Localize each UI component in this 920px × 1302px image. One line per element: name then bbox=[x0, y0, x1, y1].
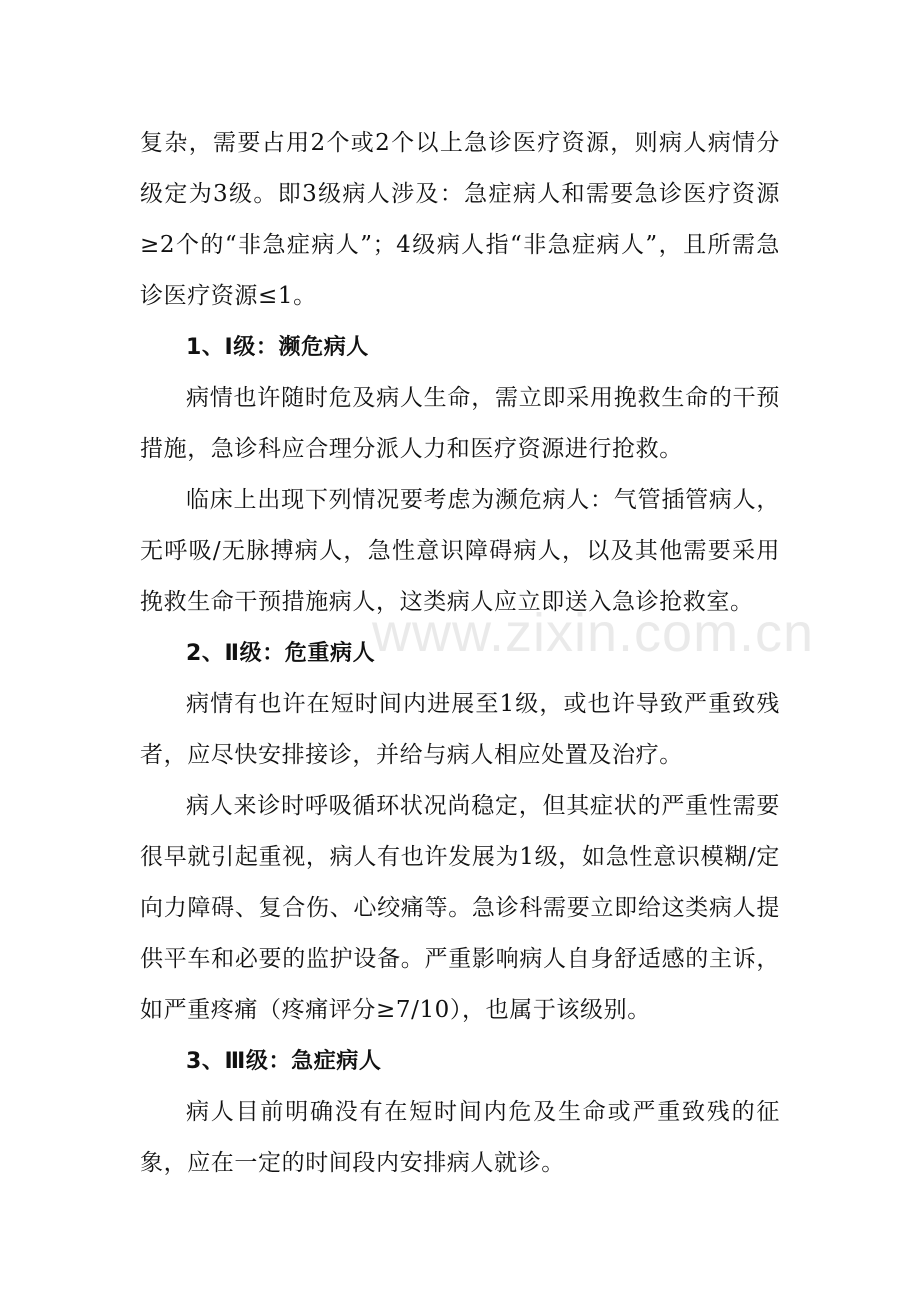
heading-level-2: 2、Ⅱ级：危重病人 bbox=[186, 641, 376, 666]
paragraph-level-2-criteria: 病人来诊时呼吸循环状况尚稳定，但其症状的严重性需要很早就引起重视，病人有也许发展为1级，如急性意识模糊/定向力障碍、复合伤、心绞痛等。急诊科需要立即给这类病人提供平车和必要的监护设备。严重影响病人自身舒适感的主诉，如严重疼痛（疼痛评分≥7/10），也属于该级别。 bbox=[140, 793, 780, 1023]
heading-level-1: 1、Ⅰ级：濒危病人 bbox=[186, 335, 369, 360]
watermark: www.zixin.com.cn bbox=[372, 603, 815, 663]
paragraph-level-3-description: 病人目前明确没有在短时间内危及生命或严重致残的征象，应在一定的时间段内安排病人就诊。 bbox=[140, 1099, 780, 1176]
paragraph-level-2-description: 病情有也许在短时间内进展至1级，或也许导致严重致残者，应尽快安排接诊，并给与病人相应处置及治疗。 bbox=[140, 691, 780, 768]
paragraph-level-summary: 复杂，需要占用2个或2个以上急诊医疗资源，则病人病情分级定为3级。即3级病人涉及：急症病人和需要急诊医疗资源≥2个的“非急症病人”；4级病人指“非急症病人”，且所需急诊医疗资源≤1。 bbox=[140, 130, 780, 309]
paragraph-level-1-description: 病情也许随时危及病人生命，需立即采用挽救生命的干预措施，急诊科应合理分派人力和医疗资源进行抢救。 bbox=[140, 385, 780, 462]
heading-level-3: 3、Ⅲ级：急症病人 bbox=[186, 1049, 382, 1074]
document-body bbox=[140, 118, 780, 1189]
paragraph-level-1-criteria: 临床上出现下列情况要考虑为濒危病人：气管插管病人，无呼吸/无脉搏病人，急性意识障碍病人，以及其他需要采用挽救生命干预措施病人，这类病人应立即送入急诊抢救室。 bbox=[140, 487, 780, 615]
